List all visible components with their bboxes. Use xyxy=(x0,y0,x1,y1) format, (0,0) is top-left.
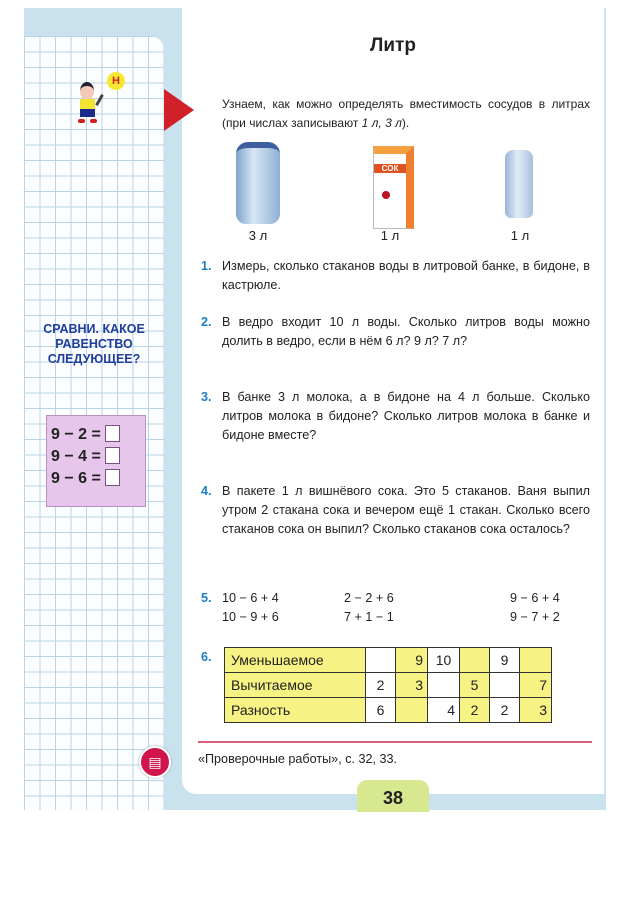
table-cell xyxy=(428,673,460,698)
table-cell: Уменьшаемое xyxy=(225,648,366,673)
arrow-marker-icon xyxy=(164,89,194,131)
table-cell xyxy=(460,648,490,673)
table-cell: 2 xyxy=(490,698,520,723)
table-cell: 4 xyxy=(428,698,460,723)
table-cell: 2 xyxy=(460,698,490,723)
bottle-image xyxy=(505,150,533,218)
table-row xyxy=(225,673,552,698)
footer-reference: «Проверочные работы», с. 32, 33. xyxy=(198,752,397,766)
equation: 9 − 2 = xyxy=(51,424,145,446)
intro-text: Узнаем, как можно определять вместимость сосудов в литрах (при числах записывают 1 л, 3 л). xyxy=(222,97,590,130)
boy-illustration xyxy=(76,82,116,130)
answer-box[interactable] xyxy=(105,425,120,442)
task-3: 3. В банке 3 л молока, а в бидоне на 4 л больше. Сколько литров молока в бидоне? Сколько литров молока в банке и бидоне вместе? xyxy=(201,390,590,442)
equation: 9 − 6 = xyxy=(51,468,145,490)
task-4: 4. В пакете 1 л вишнёвого сока. Это 5 стаканов. Ваня выпил утром 2 стакана сока и вечером ещё 1 стакан. Сколько всего стаканов сока он выпил? Сколько стаканов сока осталось? xyxy=(201,484,590,536)
table-cell: 10 xyxy=(428,648,460,673)
table-cell: Разность xyxy=(225,698,366,723)
badge-icon: Н xyxy=(107,72,125,90)
equation-box xyxy=(46,415,146,507)
compare-heading: СРАВНИ. КАКОЕ РАВЕНСТВО СЛЕДУЮЩЕЕ? xyxy=(43,322,145,366)
table-cell: Вычитаемое xyxy=(225,673,366,698)
table-cell: 7 xyxy=(520,673,552,698)
table-cell xyxy=(366,648,396,673)
table-row xyxy=(225,648,552,673)
book-icon: ▤ xyxy=(139,746,171,778)
table-cell xyxy=(520,648,552,673)
table-cell xyxy=(490,673,520,698)
answer-box[interactable] xyxy=(105,469,120,486)
table-cell: 5 xyxy=(460,673,490,698)
subtraction-table xyxy=(224,647,552,723)
table-cell: 9 xyxy=(396,648,428,673)
jar-image xyxy=(236,142,280,224)
table-cell: 2 xyxy=(366,673,396,698)
answer-box[interactable] xyxy=(105,447,120,464)
equation: 9 − 4 = xyxy=(51,446,145,468)
vessel-label: 3 л xyxy=(248,228,268,243)
table-row xyxy=(225,698,552,723)
juice-carton-image: СОК xyxy=(373,146,414,229)
page-title: Литр xyxy=(370,35,416,56)
task-1: 1. Измерь, сколько стаканов воды в литровой банке, в бидоне, в кастрюле. xyxy=(201,259,590,292)
vessel-label: 1 л xyxy=(380,228,400,243)
table-cell: 6 xyxy=(366,698,396,723)
table-cell: 9 xyxy=(490,648,520,673)
vessel-label: 1 л xyxy=(510,228,530,243)
table-cell xyxy=(396,698,428,723)
table-cell: 3 xyxy=(396,673,428,698)
table-cell: 3 xyxy=(520,698,552,723)
task-2: 2. В ведро входит 10 л воды. Сколько литров воды можно долить в ведро, если в нём 6 л? 9 л? 7 л? xyxy=(201,315,590,348)
page-number: 38 xyxy=(357,780,429,812)
divider xyxy=(198,741,592,743)
